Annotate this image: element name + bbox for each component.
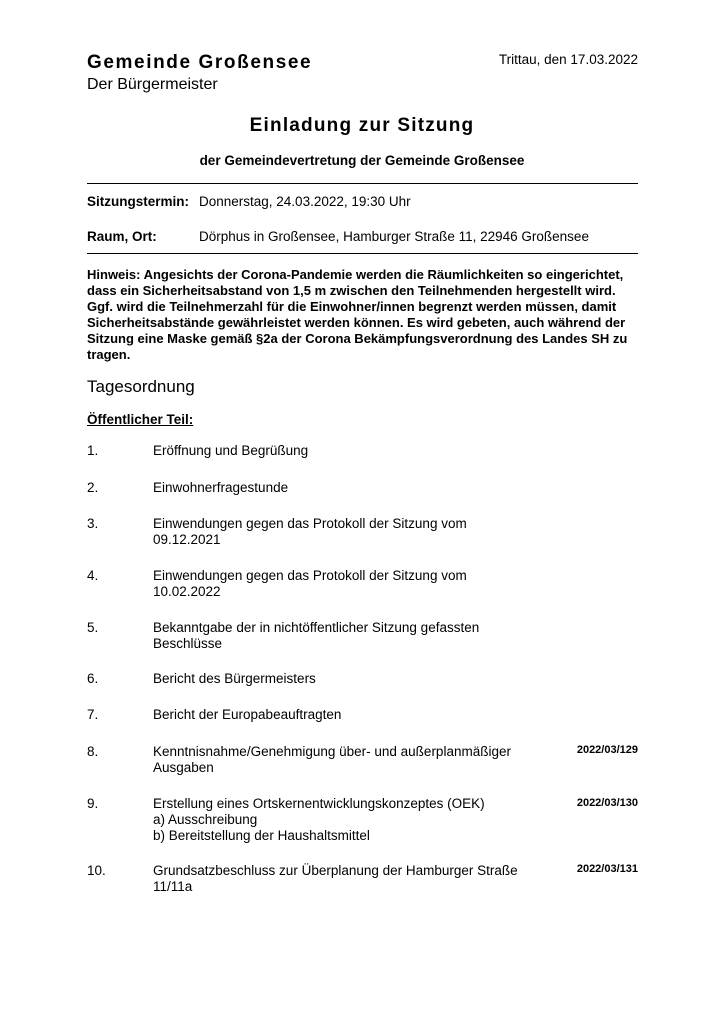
meeting-location-label: Raum, Ort: (87, 229, 157, 244)
agenda-item-number: 4. (87, 568, 99, 583)
agenda-item-number: 7. (87, 707, 99, 722)
agenda-item-text: Einwendungen gegen das Protokoll der Sitzung vom 09.12.2021 (153, 516, 467, 547)
agenda-item-number: 3. (87, 516, 99, 531)
agenda-item-text: Einwendungen gegen das Protokoll der Sitzung vom 10.02.2022 (153, 568, 467, 599)
agenda-item-number: 8. (87, 744, 99, 759)
public-section-heading: Öffentlicher Teil: (87, 412, 194, 427)
agenda-heading: Tagesordnung (87, 377, 195, 396)
agenda-item-text: Einwohnerfragestunde (153, 480, 289, 495)
official-title: Der Bürgermeister (87, 76, 218, 93)
agenda-item-text: Erstellung eines Ortskernentwicklungskonzeptes (OEK) a) Ausschreibung b) Bereitstellung der Haushaltsmittel (153, 796, 485, 843)
agenda-item-number: 10. (87, 863, 106, 878)
agenda-item-number: 6. (87, 671, 99, 686)
agenda-item-reference: 2022/03/131 (576, 863, 638, 875)
agenda-item-number: 5. (87, 620, 99, 635)
divider-bottom (87, 253, 638, 254)
meeting-date-label: Sitzungstermin: (87, 194, 190, 209)
document-title: Einladung zur Sitzung (249, 115, 475, 136)
place-date: Trittau, den 17.03.2022 (498, 52, 638, 67)
divider-top (87, 183, 638, 184)
agenda-item-text: Kenntnisnahme/Genehmigung über- und außerplanmäßiger Ausgaben (153, 744, 511, 775)
agenda-item-text: Eröffnung und Begrüßung (153, 443, 309, 458)
agenda-item-number: 9. (87, 796, 99, 811)
agenda-item-text: Bekanntgabe der in nichtöffentlicher Sitzung gefassten Beschlüsse (153, 620, 480, 651)
document-subtitle: der Gemeindevertretung der Gemeinde Großensee (199, 153, 525, 168)
agenda-item-number: 1. (87, 443, 99, 458)
organization-name: Gemeinde Großensee (87, 52, 313, 73)
agenda-item-number: 2. (87, 480, 99, 495)
agenda-item-text: Bericht der Europabeauftragten (153, 707, 342, 722)
agenda-item-text: Bericht des Bürgermeisters (153, 671, 316, 686)
agenda-item-reference: 2022/03/130 (576, 797, 638, 809)
agenda-item-text: Grundsatzbeschluss zur Überplanung der Hamburger Straße 11/11a (153, 863, 518, 894)
meeting-location-value: Dörphus in Großensee, Hamburger Straße 11, 22946 Großensee (199, 229, 589, 244)
corona-notice: Hinweis: Angesichts der Corona-Pandemie werden die Räumlichkeiten so eingerichtet, dass ein Sicherheitsabstand von 1,5 m zwischen den Teilnehmenden hergestellt wird. Ggf. wird die Teilnehmerzahl für die Einwohner/innen begrenzt werden müssen, damit Sicherheitsabstände gewährleistet werden können. Es wird gebeten, auch während der Sitzung eine Maske gemäß §2a der Corona Bekämpfungsverordnung des Landes SH zu tragen. (87, 267, 628, 362)
meeting-date-value: Donnerstag, 24.03.2022, 19:30 Uhr (199, 194, 411, 209)
agenda-item-reference: 2022/03/129 (576, 744, 638, 756)
